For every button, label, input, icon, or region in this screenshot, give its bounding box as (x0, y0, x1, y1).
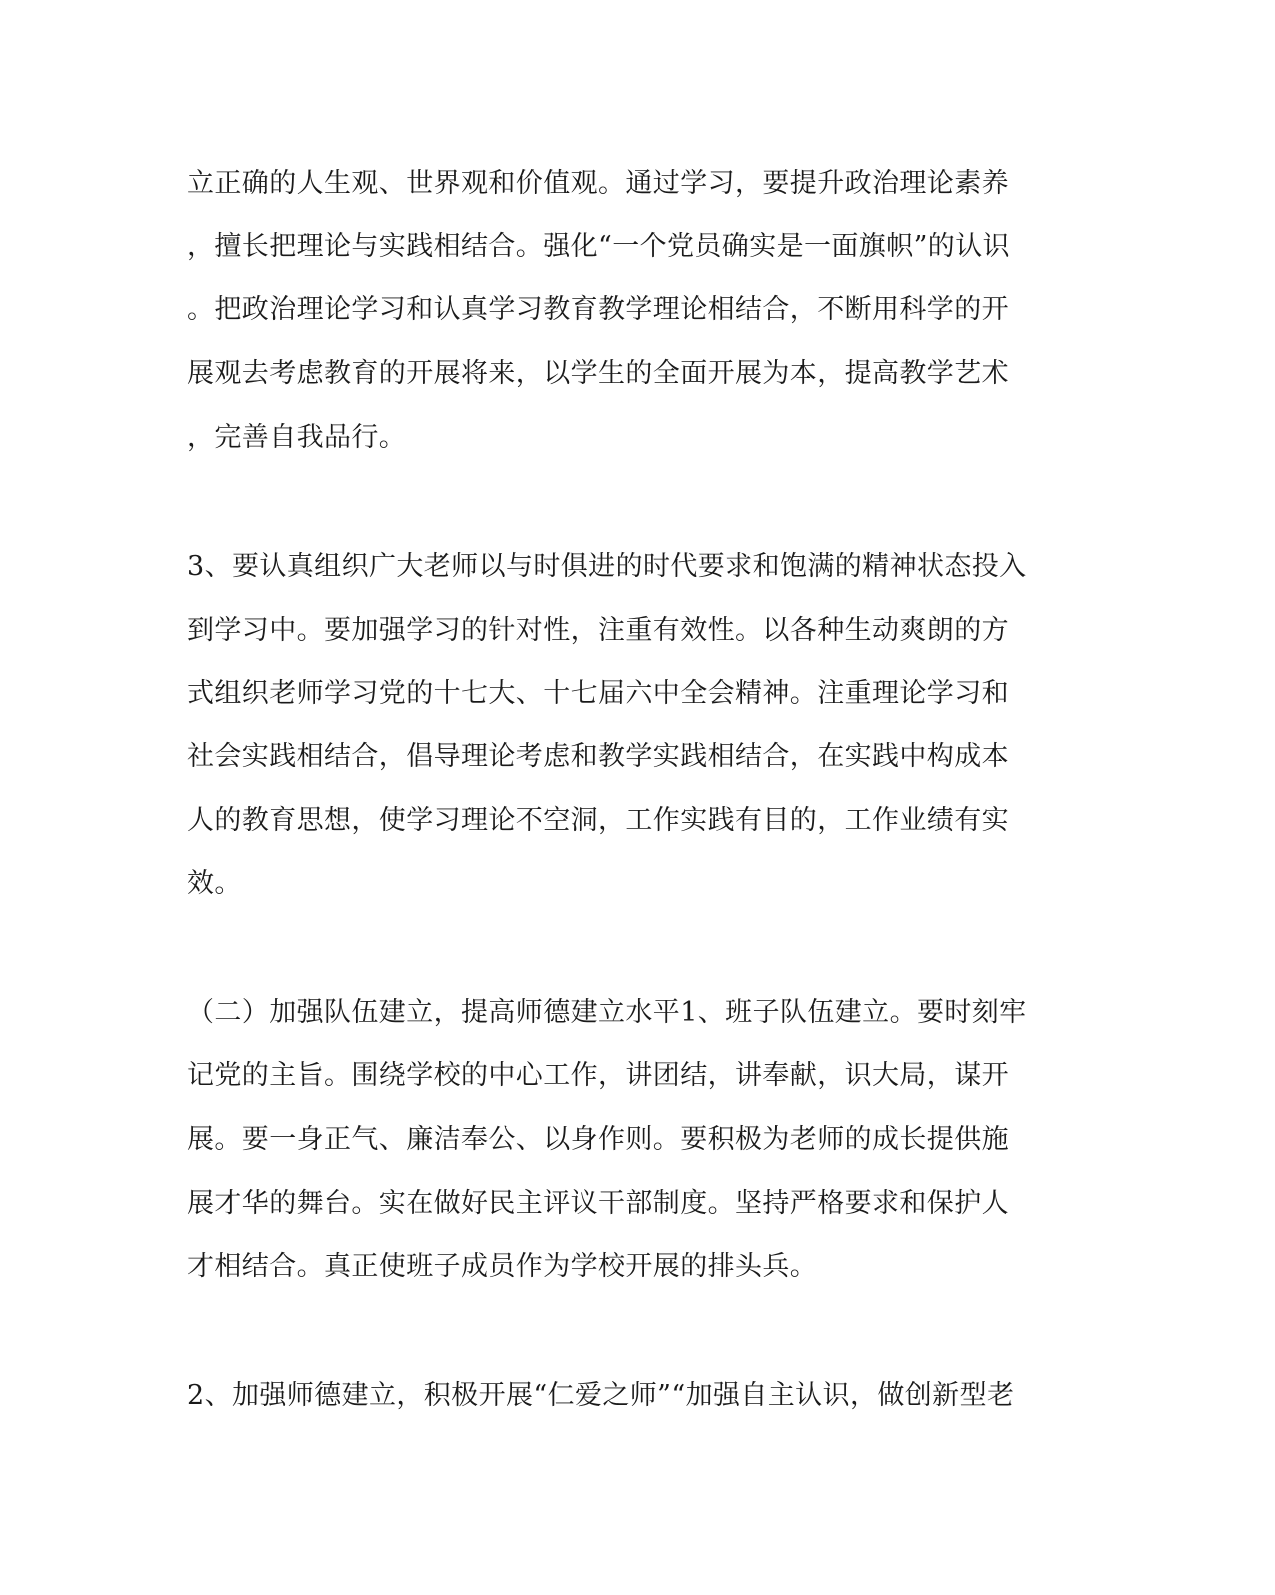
paragraph-1-line-3: 。把政治理论学习和认真学习教育教学理论相结合，不断用科学的开 (187, 294, 1009, 325)
paragraph-2-line-5: 人的教育思想，使学习理论不空洞，工作实践有目的，工作业绩有实 (187, 805, 1009, 836)
paragraph-2-line-1: 3、要认真组织广大老师以与时俱进的时代要求和饱满的精神状态投入 (187, 551, 1027, 582)
paragraph-2-line-3: 式组织老师学习党的十七大、十七届六中全会精神。注重理论学习和 (187, 678, 1009, 709)
paragraph-4-line-1: 2、加强师德建立，积极开展“仁爱之师”“加强自主认识，做创新型老 (187, 1380, 1015, 1411)
paragraph-3-line-2: 记党的主旨。围绕学校的中心工作，讲团结，讲奉献，识大局，谋开 (187, 1060, 1009, 1091)
paragraph-3-line-5: 才相结合。真正使班子成员作为学校开展的排头兵。 (187, 1251, 818, 1282)
paragraph-3-line-1: （二）加强队伍建立，提高师德建立水平1、班子队伍建立。要时刻牢 (187, 997, 1027, 1028)
paragraph-1-line-5: ，完善自我品行。 (187, 422, 407, 453)
paragraph-2-line-2: 到学习中。要加强学习的针对性，注重有效性。以各种生动爽朗的方 (187, 615, 1009, 646)
paragraph-2-line-4: 社会实践相结合，倡导理论考虑和教学实践相结合，在实践中构成本 (187, 741, 1009, 772)
paragraph-1-line-1: 立正确的人生观、世界观和价值观。通过学习，要提升政治理论素养 (187, 168, 1009, 199)
paragraph-3-line-4: 展才华的舞台。实在做好民主评议干部制度。坚持严格要求和保护人 (187, 1188, 1009, 1219)
paragraph-2-line-6: 效。 (187, 868, 242, 899)
paragraph-1-line-4: 展观去考虑教育的开展将来，以学生的全面开展为本，提高教学艺术 (187, 358, 1009, 389)
paragraph-1-line-2: ，擅长把理论与实践相结合。强化“一个党员确实是一面旗帜”的认识 (187, 231, 1011, 262)
paragraph-3-line-3: 展。要一身正气、廉洁奉公、以身作则。要积极为老师的成长提供施 (187, 1124, 1009, 1155)
